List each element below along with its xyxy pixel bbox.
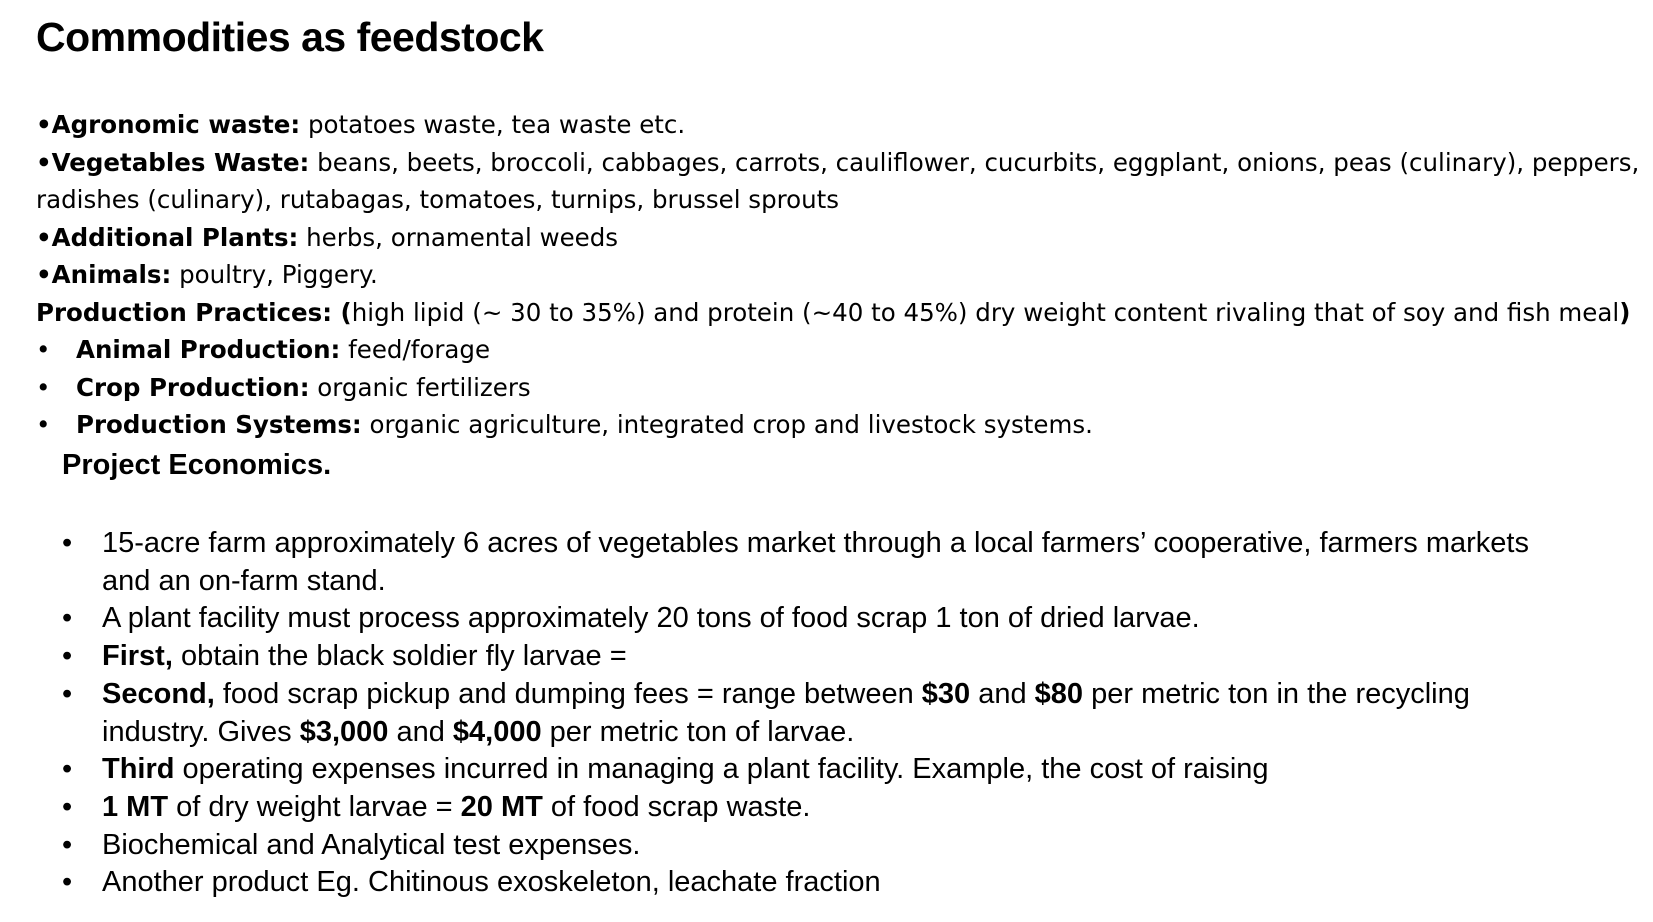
practice-item: [36, 369, 1646, 407]
economics-item: [62, 827, 1532, 865]
economics-list: [62, 525, 1532, 902]
economics-item: [62, 864, 1532, 902]
practice-label: Production Systems:: [76, 410, 362, 439]
practice-text: organic agriculture, integrated crop and livestock systems.: [361, 410, 1093, 439]
practice-text: feed/forage: [340, 335, 491, 364]
bullet: •: [62, 828, 73, 861]
economics-text: Biochemical and Analytical test expenses.: [102, 828, 641, 861]
economics-item: [62, 789, 1532, 827]
economics-item: [62, 751, 1532, 789]
bullet: •: [36, 372, 51, 402]
price-low: $30: [921, 677, 971, 710]
economics-text: A plant facility must process approximately 20 tons of food scrap 1 ton of dried larvae.: [102, 602, 1200, 635]
economics-item: [62, 638, 1532, 676]
economics-text: operating expenses incurred in managing a plant facility. Example, the cost of raising: [174, 753, 1269, 786]
production-practices: [36, 294, 1646, 332]
economics-bold: 20 MT: [460, 790, 543, 823]
economics-bold: Second,: [102, 677, 215, 710]
feedstock-plants: [36, 219, 1646, 257]
practice-text: organic fertilizers: [309, 372, 531, 402]
practice-label: Animal Production:: [76, 335, 341, 364]
feedstock-text: potatoes waste, tea waste etc.: [300, 110, 686, 139]
economics-text: and: [388, 715, 453, 748]
bullet: •: [36, 410, 51, 439]
bullet: •: [62, 602, 73, 635]
bullet: •: [62, 790, 73, 823]
economics-heading: Project Economics.: [62, 449, 332, 481]
practice-item: [36, 406, 1646, 444]
feedstock-label: •Agronomic waste:: [36, 110, 301, 139]
economics-bold: 1 MT: [102, 790, 169, 823]
value-low: $3,000: [299, 715, 389, 748]
economics-text: of food scrap waste.: [542, 790, 811, 823]
practices-close: ): [1619, 297, 1631, 327]
economics-bold: Third: [102, 753, 175, 786]
bullet: •: [62, 866, 73, 899]
value-high: $4,000: [452, 715, 542, 748]
economics-text: per metric ton of larvae.: [541, 715, 855, 748]
price-high: $80: [1034, 677, 1084, 710]
economics-text: obtain the black soldier fly larvae =: [172, 640, 627, 673]
economics-bold: First,: [102, 640, 173, 673]
bullet: •: [62, 527, 73, 559]
feedstock-text: herbs, ornamental weeds: [298, 222, 619, 252]
bullet: •: [62, 677, 73, 710]
practices-text: high lipid (~ 30 to 35%) and protein (~40 to 45%) dry weight content rivaling that of soy and fish meal: [351, 297, 1620, 327]
feedstock-text: poultry, Piggery.: [171, 260, 378, 289]
feedstock-agronomic: [36, 106, 1646, 144]
economics-text: and: [970, 677, 1035, 710]
practice-item: [36, 331, 1646, 369]
bullet: •: [62, 640, 73, 673]
practices-label: Production Practices: (: [36, 297, 352, 327]
economics-text: Another product Eg. Chitinous exoskeleton, leachate fraction: [102, 866, 881, 899]
economics-text: per metric ton in the recycling industry. Gives: [102, 677, 1470, 748]
bullet: •: [62, 753, 73, 786]
economics-text: 15-acre farm approximately 6 acres of vegetables market through a local farmers’ cooperative, farmers markets and an on-farm stand.: [102, 527, 1529, 597]
economics-item: [62, 600, 1532, 638]
economics-text: food scrap pickup and dumping fees = range between: [214, 677, 922, 710]
practice-label: Crop Production:: [76, 372, 310, 402]
feedstock-animals: [36, 256, 1646, 294]
feedstock-text: beans, beets, broccoli, cabbages, carrots, cauliflower, cucurbits, eggplant, onions, peas (culinary), peppers, radishes (culinary), rutabagas, tomatoes, turnips, brussel sprouts: [36, 147, 1640, 214]
feedstock-vegetables: [36, 144, 1646, 219]
economics-item: [62, 525, 1532, 600]
page-title: Commodities as feedstock: [36, 14, 544, 60]
feedstock-label: •Vegetables Waste:: [36, 147, 310, 177]
economics-text: of dry weight larvae =: [168, 790, 461, 823]
bullet: •: [36, 335, 51, 364]
feedstock-label: •Animals:: [36, 260, 172, 289]
feedstock-section: [36, 106, 1646, 444]
economics-item: [62, 676, 1532, 751]
feedstock-label: •Additional Plants:: [36, 222, 299, 252]
